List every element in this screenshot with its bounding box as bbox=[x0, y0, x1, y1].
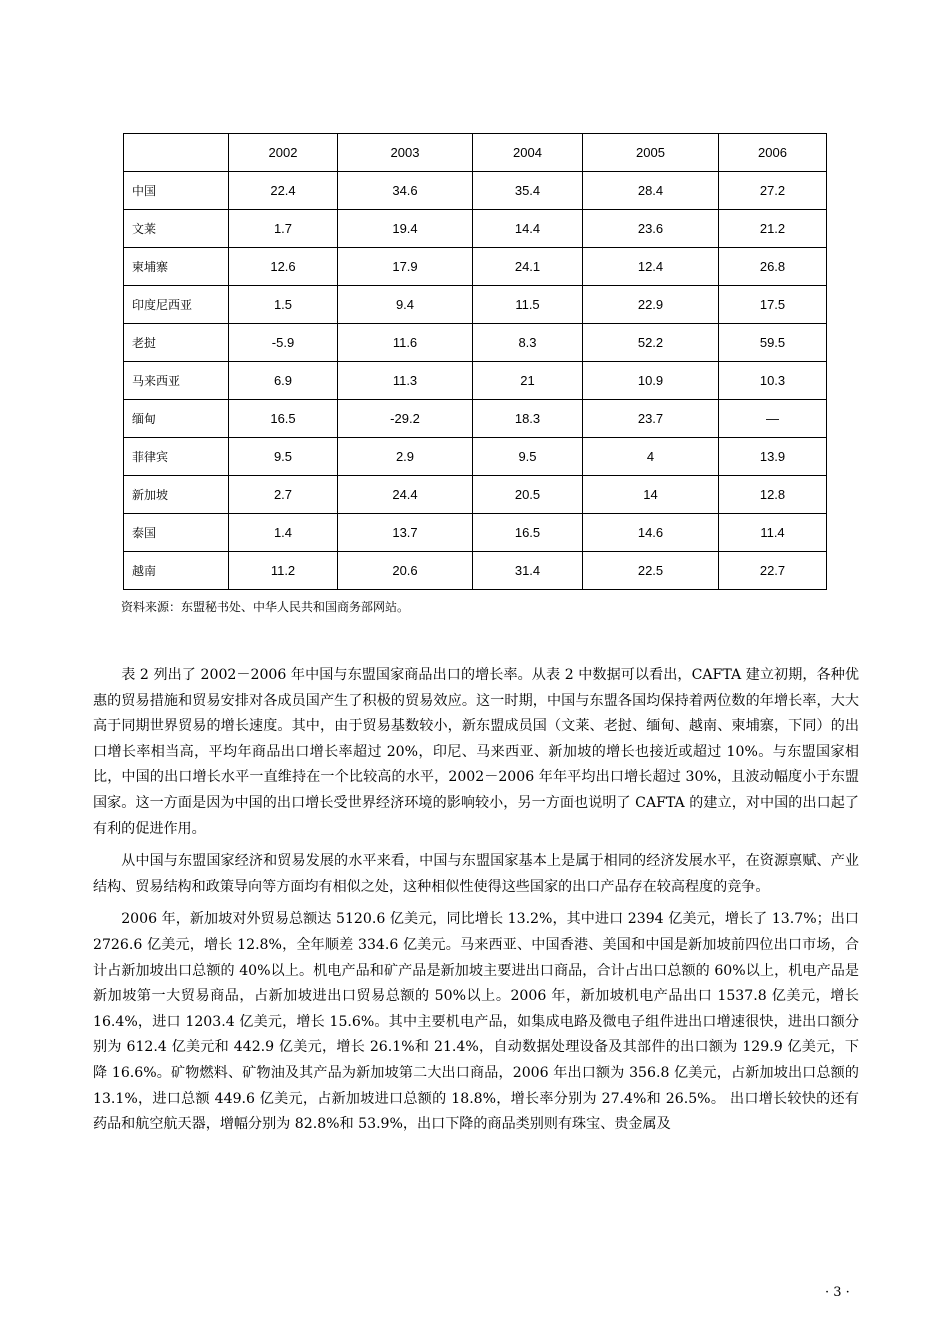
country-cell: 菲律宾 bbox=[124, 438, 229, 476]
table-row bbox=[124, 286, 827, 324]
value-cell: 10.3 bbox=[719, 362, 827, 400]
value-cell: 18.3 bbox=[473, 400, 583, 438]
value-cell: 11.3 bbox=[338, 362, 473, 400]
table-row bbox=[124, 362, 827, 400]
value-cell: 22.4 bbox=[229, 172, 338, 210]
value-cell: 13.9 bbox=[719, 438, 827, 476]
value-cell: 8.3 bbox=[473, 324, 583, 362]
value-cell: 31.4 bbox=[473, 552, 583, 590]
value-cell: -29.2 bbox=[338, 400, 473, 438]
value-cell: 9.4 bbox=[338, 286, 473, 324]
body-text bbox=[93, 663, 859, 1145]
header-cell: 2006 bbox=[719, 134, 827, 172]
value-cell: — bbox=[719, 400, 827, 438]
value-cell: 6.9 bbox=[229, 362, 338, 400]
value-cell: 21 bbox=[473, 362, 583, 400]
country-cell: 印度尼西亚 bbox=[124, 286, 229, 324]
header-cell: 2004 bbox=[473, 134, 583, 172]
value-cell: 23.6 bbox=[583, 210, 719, 248]
table-body bbox=[124, 172, 827, 590]
value-cell: 11.2 bbox=[229, 552, 338, 590]
value-cell: 14.6 bbox=[583, 514, 719, 552]
export-growth-table bbox=[123, 133, 827, 590]
country-cell: 老挝 bbox=[124, 324, 229, 362]
value-cell: 20.6 bbox=[338, 552, 473, 590]
paragraph: 2006 年，新加坡对外贸易总额达 5120.6 亿美元，同比增长 13.2%，其中进口 2394 亿美元，增长了 13.7%；出口 2726.6 亿美元，增长 12.8%，全年顺差 334.6 亿美元。马来西亚、中国香港、美国和中国是新加坡前四位出口市场，合计占新加坡出口总额的 40%以上。机电产品和矿产品是新加坡主要进出口商品，合计占出口总额的 60%以上，机电产品是新加坡第一大贸易商品，占新加坡进出口贸易总额的 50%以上。2006 年，新加坡机电产品出口 1537.8 亿美元，增长 16.4%，进口 1203.4 亿美元，增长 15.6%。其中主要机电产品，如集成电路及微电子组件进出口增速很快，进出口额分别为 612.4 亿美元和 442.9 亿美元，增长 26.1%和 21.4%，自动数据处理设备及其部件的出口额为 129.9 亿美元，下降 16.6%。矿物燃料、矿物油及其产品为新加坡第二大出口商品，2006 年出口额为 356.8 亿美元，占新加坡出口总额的 13.1%，进口总额 449.6 亿美元，占新加坡进口总额的 18.8%，增长率分别为 27.4%和 26.5%。 出口增长较快的还有药品和航空航天器，增幅分别为 82.8%和 53.9%，出口下降的商品类别则有珠宝、贵金属及 bbox=[93, 911, 859, 1133]
table-row bbox=[124, 552, 827, 590]
table-row bbox=[124, 438, 827, 476]
value-cell: 9.5 bbox=[229, 438, 338, 476]
value-cell: 11.5 bbox=[473, 286, 583, 324]
value-cell: 19.4 bbox=[338, 210, 473, 248]
country-cell: 文莱 bbox=[124, 210, 229, 248]
country-cell: 缅甸 bbox=[124, 400, 229, 438]
table-header-row bbox=[124, 134, 827, 172]
value-cell: 59.5 bbox=[719, 324, 827, 362]
table-row bbox=[124, 514, 827, 552]
page-number: · 3 · bbox=[825, 1285, 850, 1300]
value-cell: 1.4 bbox=[229, 514, 338, 552]
value-cell: 23.7 bbox=[583, 400, 719, 438]
value-cell: 14.4 bbox=[473, 210, 583, 248]
value-cell: -5.9 bbox=[229, 324, 338, 362]
value-cell: 11.4 bbox=[719, 514, 827, 552]
value-cell: 24.4 bbox=[338, 476, 473, 514]
header-cell: 2002 bbox=[229, 134, 338, 172]
table-row bbox=[124, 324, 827, 362]
value-cell: 1.5 bbox=[229, 286, 338, 324]
paragraph: 从中国与东盟国家经济和贸易发展的水平来看，中国与东盟国家基本上是属于相同的经济发展水平，在资源禀赋、产业结构、贸易结构和政策导向等方面均有相似之处，这种相似性使得这些国家的出口产品存在较高程度的竞争。 bbox=[93, 853, 859, 895]
table-row bbox=[124, 210, 827, 248]
value-cell: 22.7 bbox=[719, 552, 827, 590]
country-cell: 中国 bbox=[124, 172, 229, 210]
value-cell: 2.9 bbox=[338, 438, 473, 476]
value-cell: 17.5 bbox=[719, 286, 827, 324]
value-cell: 52.2 bbox=[583, 324, 719, 362]
table-row bbox=[124, 172, 827, 210]
value-cell: 28.4 bbox=[583, 172, 719, 210]
value-cell: 12.4 bbox=[583, 248, 719, 286]
value-cell: 4 bbox=[583, 438, 719, 476]
paragraph: 表 2 列出了 2002－2006 年中国与东盟国家商品出口的增长率。从表 2 中数据可以看出，CAFTA 建立初期，各种优惠的贸易措施和贸易安排对各成员国产生了积极的贸易效应。这一时期，中国与东盟各国均保持着两位数的年增长率，大大高于同期世界贸易的增长速度。其中，由于贸易基数较小，新东盟成员国（文莱、老挝、缅甸、越南、柬埔寨，下同）的出口增长率相当高，平均年商品出口增长率超过 20%，印尼、马来西亚、新加坡的增长也接近或超过 10%。与东盟国家相比，中国的出口增长水平一直维持在一个比较高的水平，2002－2006 年年平均出口增长超过 30%，且波动幅度小于东盟国家。这一方面是因为中国的出口增长受世界经济环境的影响较小，另一方面也说明了 CAFTA 的建立，对中国的出口起了有利的促进作用。 bbox=[93, 667, 859, 837]
country-cell: 越南 bbox=[124, 552, 229, 590]
value-cell: 20.5 bbox=[473, 476, 583, 514]
value-cell: 14 bbox=[583, 476, 719, 514]
value-cell: 10.9 bbox=[583, 362, 719, 400]
value-cell: 16.5 bbox=[473, 514, 583, 552]
value-cell: 17.9 bbox=[338, 248, 473, 286]
value-cell: 16.5 bbox=[229, 400, 338, 438]
country-cell: 柬埔寨 bbox=[124, 248, 229, 286]
value-cell: 22.5 bbox=[583, 552, 719, 590]
table-row bbox=[124, 476, 827, 514]
value-cell: 26.8 bbox=[719, 248, 827, 286]
country-cell: 泰国 bbox=[124, 514, 229, 552]
value-cell: 9.5 bbox=[473, 438, 583, 476]
country-cell: 新加坡 bbox=[124, 476, 229, 514]
table-row bbox=[124, 248, 827, 286]
header-cell: 2005 bbox=[583, 134, 719, 172]
value-cell: 27.2 bbox=[719, 172, 827, 210]
source-note: 资料来源：东盟秘书处、中华人民共和国商务部网站。 bbox=[121, 600, 410, 614]
value-cell: 11.6 bbox=[338, 324, 473, 362]
value-cell: 12.8 bbox=[719, 476, 827, 514]
value-cell: 1.7 bbox=[229, 210, 338, 248]
value-cell: 2.7 bbox=[229, 476, 338, 514]
value-cell: 24.1 bbox=[473, 248, 583, 286]
value-cell: 34.6 bbox=[338, 172, 473, 210]
header-cell bbox=[124, 134, 229, 172]
value-cell: 22.9 bbox=[583, 286, 719, 324]
value-cell: 21.2 bbox=[719, 210, 827, 248]
value-cell: 12.6 bbox=[229, 248, 338, 286]
value-cell: 35.4 bbox=[473, 172, 583, 210]
table-row bbox=[124, 400, 827, 438]
value-cell: 13.7 bbox=[338, 514, 473, 552]
country-cell: 马来西亚 bbox=[124, 362, 229, 400]
header-cell: 2003 bbox=[338, 134, 473, 172]
